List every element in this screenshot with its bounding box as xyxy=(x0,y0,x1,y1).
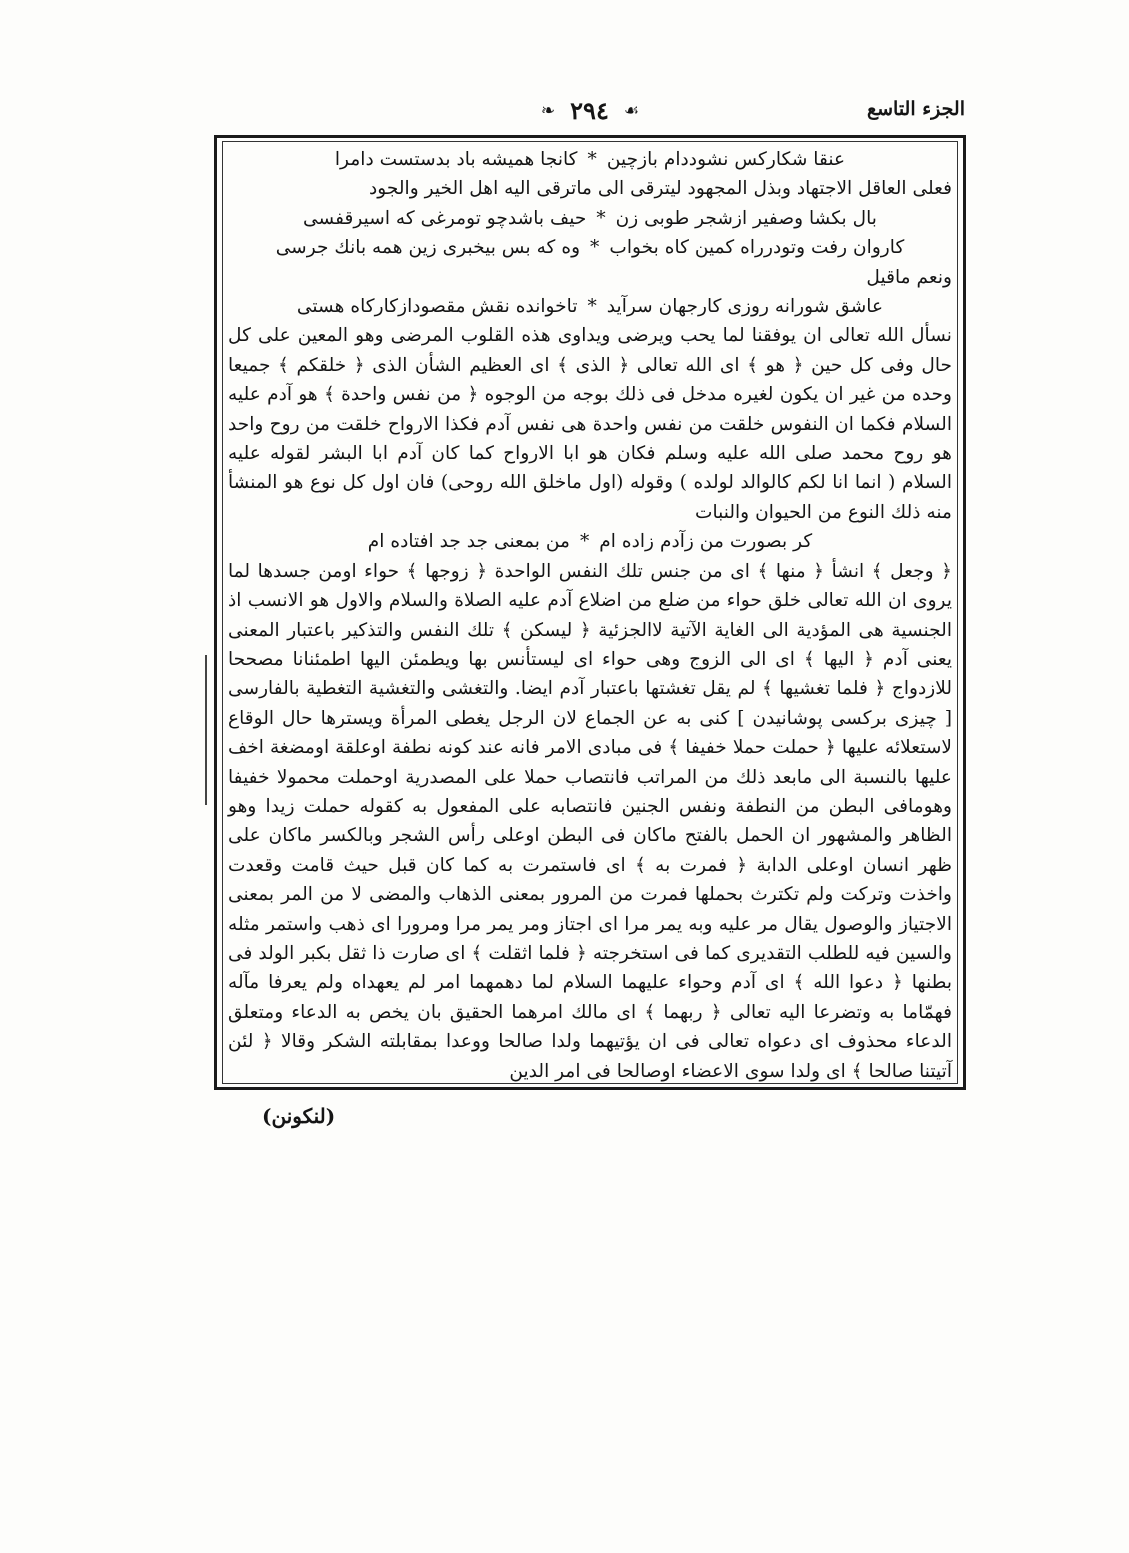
verse-separator: * xyxy=(587,149,597,170)
verse-line xyxy=(228,204,952,233)
hemistich-right: كاروان رفت وتودرراه كمين كاه بخواب xyxy=(609,237,905,259)
verse-separator: * xyxy=(596,207,606,229)
verse-separator: * xyxy=(590,237,600,259)
ornament-right-icon: ☙ xyxy=(623,100,640,121)
running-title: الجزء التاسع xyxy=(867,98,965,120)
hemistich-left: تاخوانده نقش مقصودازكاركاه هستى xyxy=(296,296,578,318)
margin-rule xyxy=(205,655,207,805)
prose-paragraph: ﴿ وجعل ﴾ انشأ ﴿ منها ﴾ اى من جنس تلك النفس الواحدة ﴿ زوجها ﴾ حواء اومن جسدها لما يروى ان الله تعالى خلق حواء من ضلع من اضلاع آدم عليه الصلاة والسلام والاول هو الانسب اذ الجنسية هى المؤدية الى الغاية الآتية لاالجزئية ﴿ ليسكن ﴾ تلك النفس والتذكير باعتبار المعنى يعنى آدم ﴿ اليها ﴾ اى الى الزوج وهى حواء اى ليستأنس بها ويطمئن اليها اطمئنانا مصححا للازدواج ﴿ فلما تغشيها ﴾ لم يقل تغشتها باعتبار آدم ايضا. والتغشى والتغشية التغطية بالفارسى [ چيزى بركسى پوشانيدن ] كنى به عن الجماع لان الرجل يغطى المرأة ويسترها حال الوقاع لاستعلائه عليها ﴿ حملت حملا خفيفا ﴾ فى مبادى الامر فانه عند كونه نطفة اوعلقة اومضغة اخف عليها بالنسبة الى مابعد ذلك من المراتب فانتصاب حملا على المصدرية اوحملت محمولا خفيفا وهومافى البطن من النطفة ونفس الجنين فانتصابه على المفعول به كقوله حملت زيدا وهو الظاهر والمشهور ان الحمل بالفتح ماكان فى البطن اوعلى رأس الشجر وبالكسر ماكان على ظهر انسان اوعلى الدابة ﴿ فمرت به ﴾ اى فاستمرت به كما كان قبل حيث قامت وقعدت واخذت وتركت ولم تكترث بحملها فمرت من المرور بمعنى الذهاب والمضى لا من المر بمعنى الاجتياز والوصول يقال مر عليه وبه يمر مرا اى اجتاز ومر يمر مرا ومرورا اى ذهب واستمر مثله والسين فيه للطلب التقديرى كما فى استخرجته ﴿ فلما اثقلت ﴾ اى صارت ذا ثقل بكبر الولد فى بطنها ﴿ دعوا الله ﴾ اى آدم وحواء عليهما السلام لما دهمهما امر لم يعهداه ولم يعرفا مآله فهمّاما به وتضرعا اليه تعالى ﴿ ربهما ﴾ اى مالك امرهما الحقيق بان يخص به الدعاء ومتعلق الدعاء محذوف اى دعواه تعالى فى ان يؤتيهما ولدا صالحا ووعدا بمقابلته الشكر وقالا ﴿ لئن آتيتنا صالحا ﴾ اى ولدا سوى الاعضاء اوصالحا فى امر الدين xyxy=(228,560,952,1082)
hemistich-right: عنقا شكاركس نشوددام بازچين xyxy=(606,149,846,170)
verse-line xyxy=(228,292,952,321)
prose-line: فعلى العاقل الاجتهاد وبذل المجهود ليترقى الى ماترقى اليه اهل الخير والجود xyxy=(369,178,952,200)
ornament-left-icon: ❧ xyxy=(540,100,556,121)
page-header xyxy=(215,96,965,132)
main-text-block xyxy=(228,145,952,1086)
catchword: (لنكونن) xyxy=(262,1104,336,1128)
hemistich-left: حيف باشدچو تومرغى كه اسيرقفسى xyxy=(303,207,587,229)
hemistich-left: كانجا هميشه باد بدستست دامرا xyxy=(334,149,578,170)
verse-line xyxy=(228,527,952,556)
prose-line: ونعم ماقيل xyxy=(866,266,952,288)
hemistich-right: عاشق شورانه روزى كارجهان سرآيد xyxy=(606,296,884,318)
page-number-group xyxy=(215,96,965,125)
verse-line xyxy=(228,233,952,262)
hemistich-left: وه كه بس بيخبرى زين همه بانك جرسى xyxy=(275,237,581,259)
hemistich-right: بال بكشا وصفير ازشجر طوبى زن xyxy=(615,207,877,229)
prose-paragraph: نسأل الله تعالى ان يوفقنا لما يحب ويرضى ويداوى هذه القلوب المرضى وهو المعين على كل حال وفى كل حين ﴿ هو ﴾ اى الله تعالى ﴿ الذى ﴾ اى العظيم الشأن الذى ﴿ خلقكم ﴾ جميعا وحده من غير ان يكون لغيره مدخل فى ذلك بوجه من الوجوه ﴿ من نفس واحدة ﴾ هو آدم عليه السلام فكما ان النفوس خلقت من نفس واحدة هى نفس آدم فكذا الارواح خلقت من روح واحد هو روح محمد صلى الله عليه وسلم فكان هو ابا الارواح كما كان آدم ابا البشر لقوله عليه السلام ( انما انا لكم كالوالد لولده ) وقوله (اول ماخلق الله روحى) فان اول كل نوع هو المنشأ منه ذلك النوع من الحيوان والنبات xyxy=(228,325,952,523)
verse-separator: * xyxy=(579,531,590,553)
verse-line xyxy=(228,145,952,174)
hemistich-right: كر بصورت من زآدم زاده ام xyxy=(599,531,813,553)
hemistich-left: من بمعنى جد جد افتاده ام xyxy=(367,531,570,553)
verse-separator: * xyxy=(587,296,597,318)
page-number: ٢٩٤ xyxy=(570,96,609,125)
